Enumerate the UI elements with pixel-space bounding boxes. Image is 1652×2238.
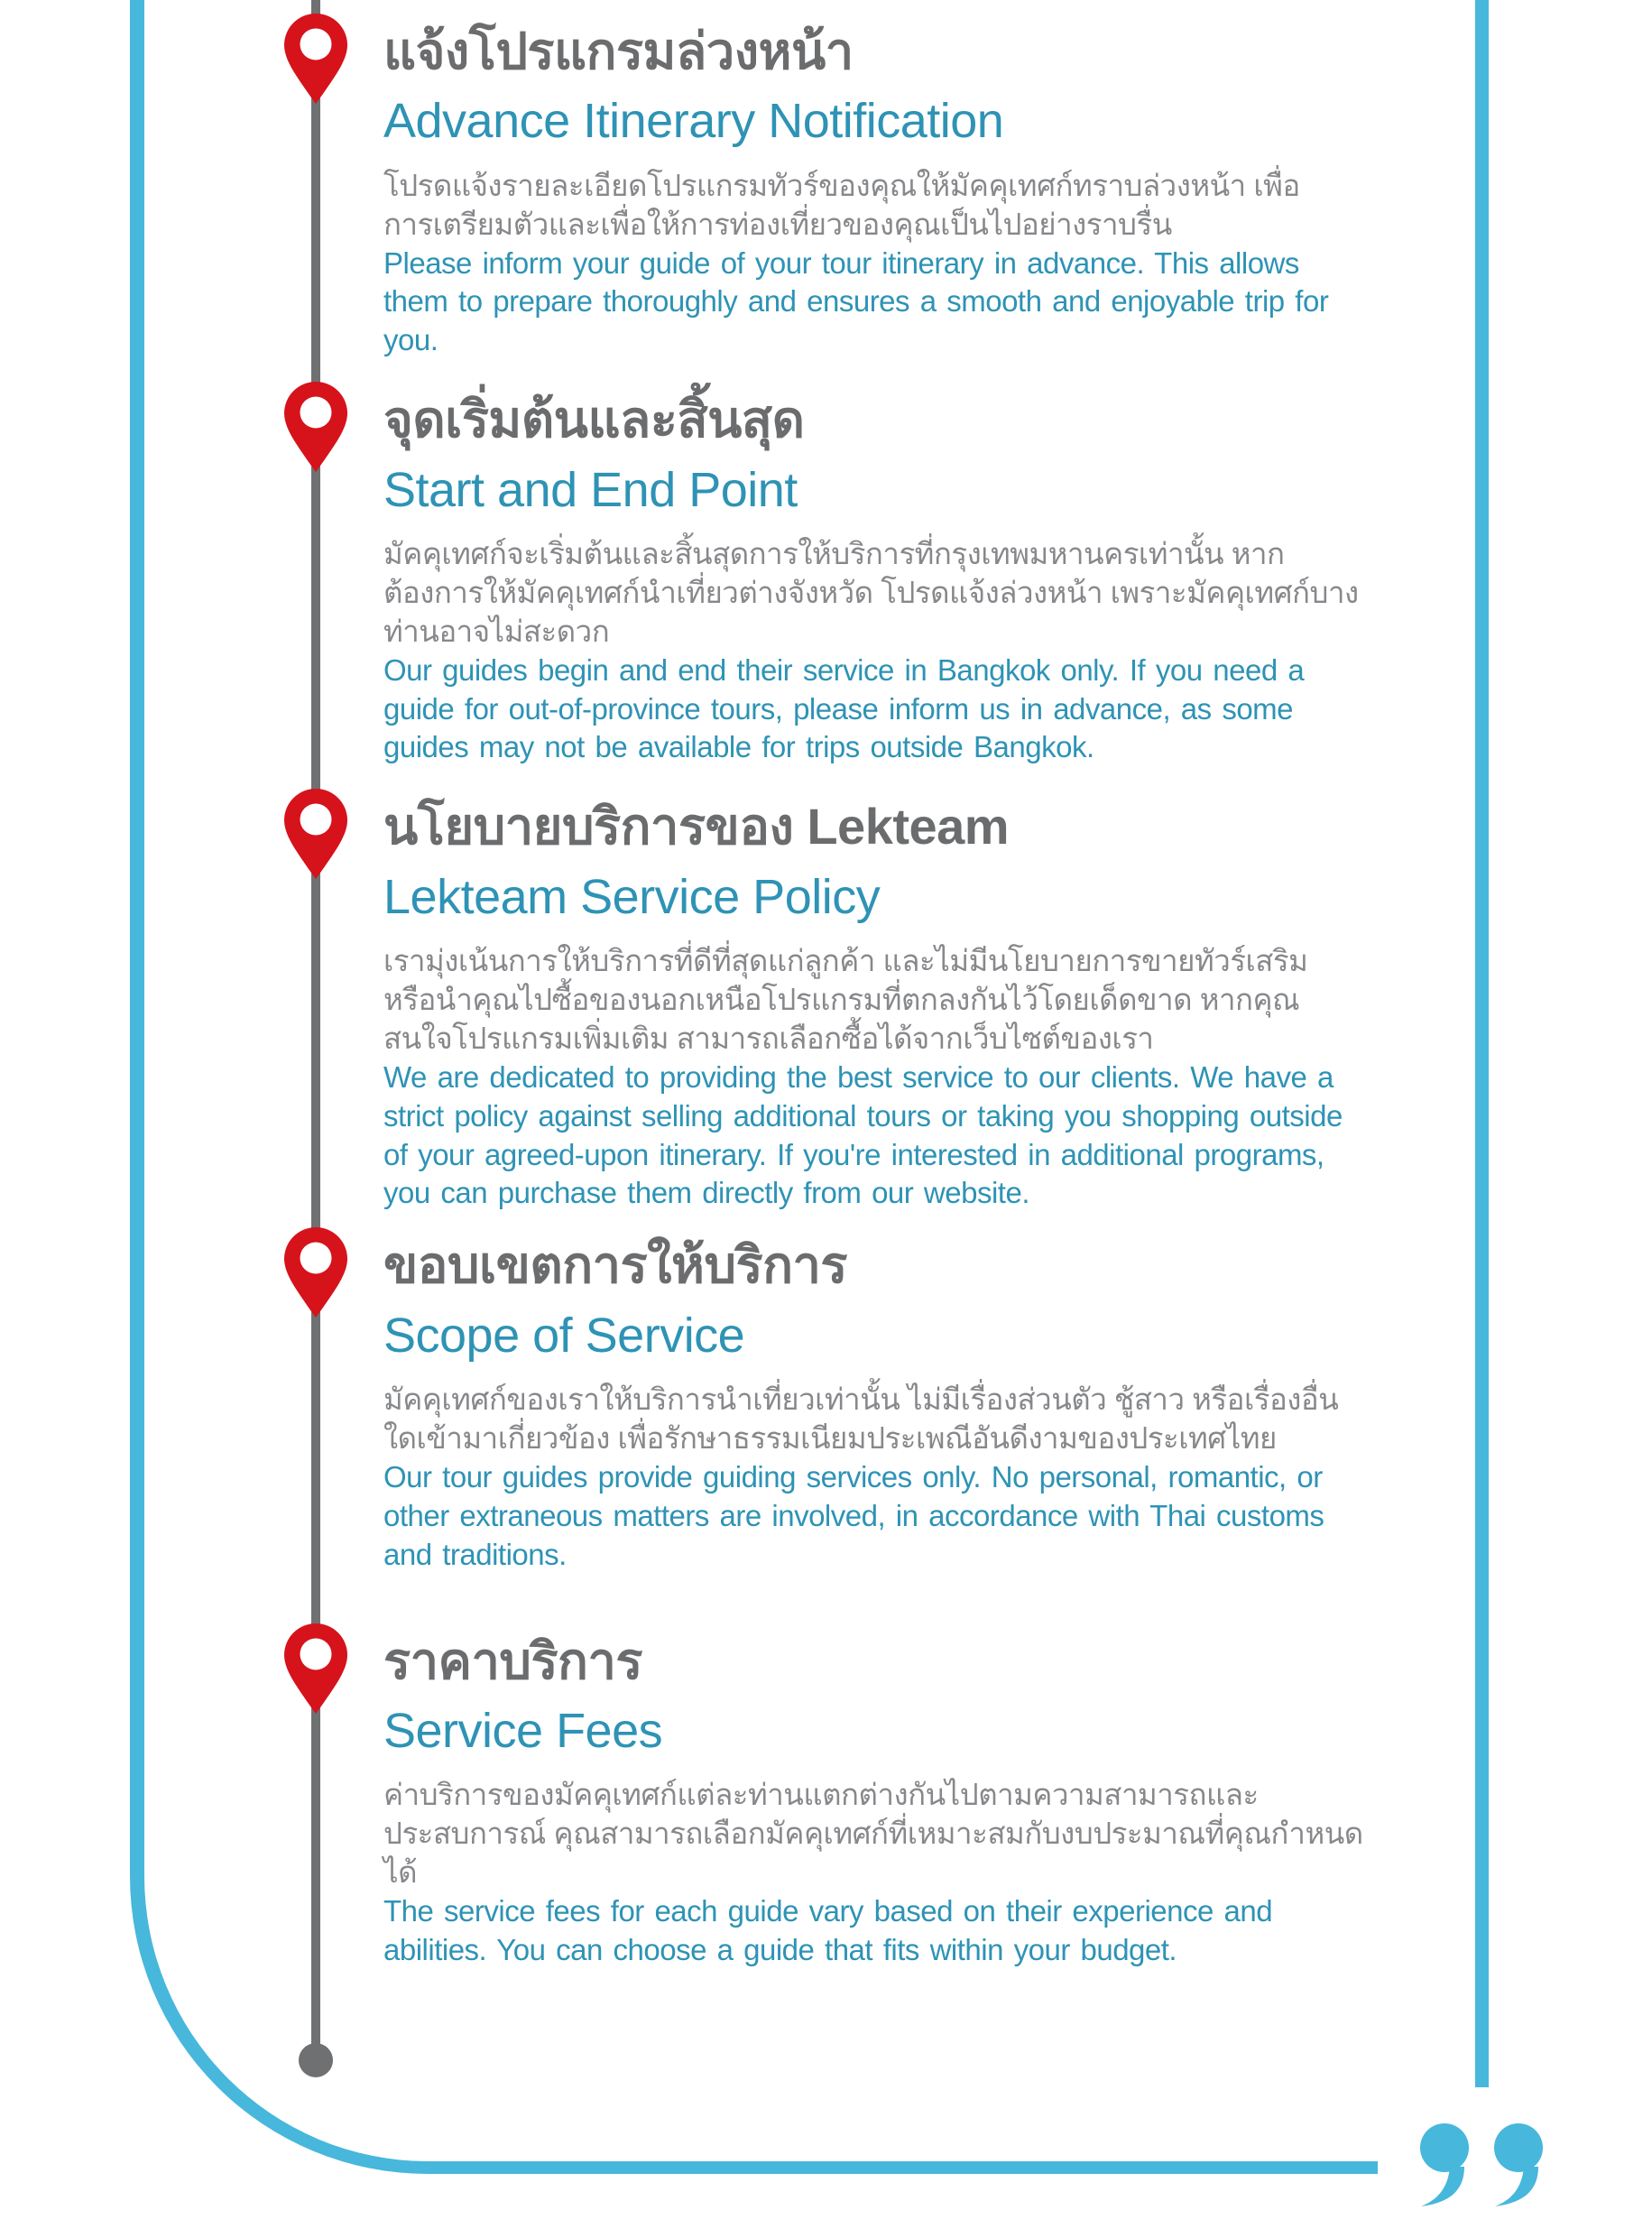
map-pin-icon: [284, 789, 347, 879]
section-body-thai: ค่าบริการของมัคคุเทศก์แต่ละท่านแตกต่างกันไปตามความสามารถและประสบการณ์ คุณสามารถเลือกมัคคุเทศก์ที่เหมาะสมกับงบประมาณที่คุณกำหนดได้: [383, 1778, 1363, 1890]
map-pin-icon: [284, 1623, 347, 1714]
section-body-english: Please inform your guide of your tour itinerary in advance. This allows them to prepare thoroughly and ensures a smooth and enjoyable trip for you.: [383, 245, 1329, 357]
section-body-thai: โปรดแจ้งรายละเอียดโปรแกรมทัวร์ของคุณให้มัคคุเทศก์ทราบล่วงหน้า เพื่อการเตรียมตัวและเพื่อให้การท่องเที่ยวของคุณเป็นไปอย่างราบรื่น: [383, 168, 1300, 241]
section-title-thai: ขอบเขตการให้บริการ: [383, 1236, 847, 1294]
closing-quotes-icon: [1412, 2123, 1555, 2214]
timeline-end-dot: [299, 2043, 333, 2077]
section-body-english: We are dedicated to providing the best service to our clients. We have a strict policy against selling additional tours or taking you shopping outside of your agreed-upon itinerary. If you're interested in additional programs, you can purchase them directly from our website.: [383, 1059, 1343, 1210]
timeline-line: [311, 0, 320, 2060]
section-body-thai: มัคคุเทศก์ของเราให้บริการนำเที่ยวเท่านั้น ไม่มีเรื่องส่วนตัว ชู้สาว หรือเรื่องอื่นใดเข้ามาเกี่ยวข้อง เพื่อรักษาธรรมเนียมประเพณีอันดีงามของประเทศไทย: [383, 1383, 1339, 1456]
section-body-english: Our guides begin and end their service in Bangkok only. If you need a guide for out-of-province tours, please inform us in advance, as some guides may not be available for trips outside Bangkok.: [383, 652, 1305, 764]
section-service-fees: [383, 1632, 1367, 1970]
section-body-english: The service fees for each guide vary based on their experience and abilities. You can choose a guide that fits within your budget.: [383, 1894, 1273, 1966]
section-body-english: Our tour guides provide guiding services only. No personal, romantic, or other extraneous matters are involved, in accordance with Thai customs and traditions.: [383, 1459, 1324, 1571]
section-title-thai: ราคาบริการ: [383, 1632, 642, 1689]
section-service-policy: [383, 798, 1367, 1213]
section-advance-itinerary: [383, 23, 1367, 360]
section-title-english: Advance Itinerary Notification: [383, 94, 1004, 149]
section-body-thai: มัคคุเทศก์จะเริ่มต้นและสิ้นสุดการให้บริการที่กรุงเทพมหานครเท่านั้น หากต้องการให้มัคคุเทศก์นำเที่ยวต่างจังหวัด โปรดแจ้งล่วงหน้า เพราะมัคคุเทศก์บางท่านอาจไม่สะดวก: [383, 537, 1359, 648]
section-title-thai: จุดเริ่มต้นและสิ้นสุด: [383, 391, 805, 449]
map-pin-icon: [284, 14, 347, 104]
page-border-right: [1475, 0, 1489, 2087]
content-column: [383, 23, 1367, 1970]
section-start-end-point: [383, 391, 1367, 767]
map-pin-icon: [284, 382, 347, 472]
section-title-english: Service Fees: [383, 1704, 663, 1758]
section-scope-of-service: [383, 1236, 1367, 1574]
section-title-english: Lekteam Service Policy: [383, 869, 881, 924]
section-title-thai: แจ้งโปรแกรมล่วงหน้า: [383, 23, 854, 79]
section-title-thai: นโยบายบริการของ Lekteam: [383, 798, 1010, 855]
section-body-thai: เรามุ่งเน้นการให้บริการที่ดีที่สุดแก่ลูกค้า และไม่มีนโยบายการขายทัวร์เสริม หรือนำคุณไปซื้อของนอกเหนือโปรแกรมที่ตกลงกันไว้โดยเด็ดขาด หากคุณสนใจโปรแกรมเพิ่มเติม สามารถเลือกซื้อได้จากเว็บไซต์ของเรา: [383, 944, 1308, 1055]
section-title-english: Scope of Service: [383, 1308, 745, 1363]
section-title-english: Start and End Point: [383, 462, 798, 517]
map-pin-icon: [284, 1227, 347, 1318]
